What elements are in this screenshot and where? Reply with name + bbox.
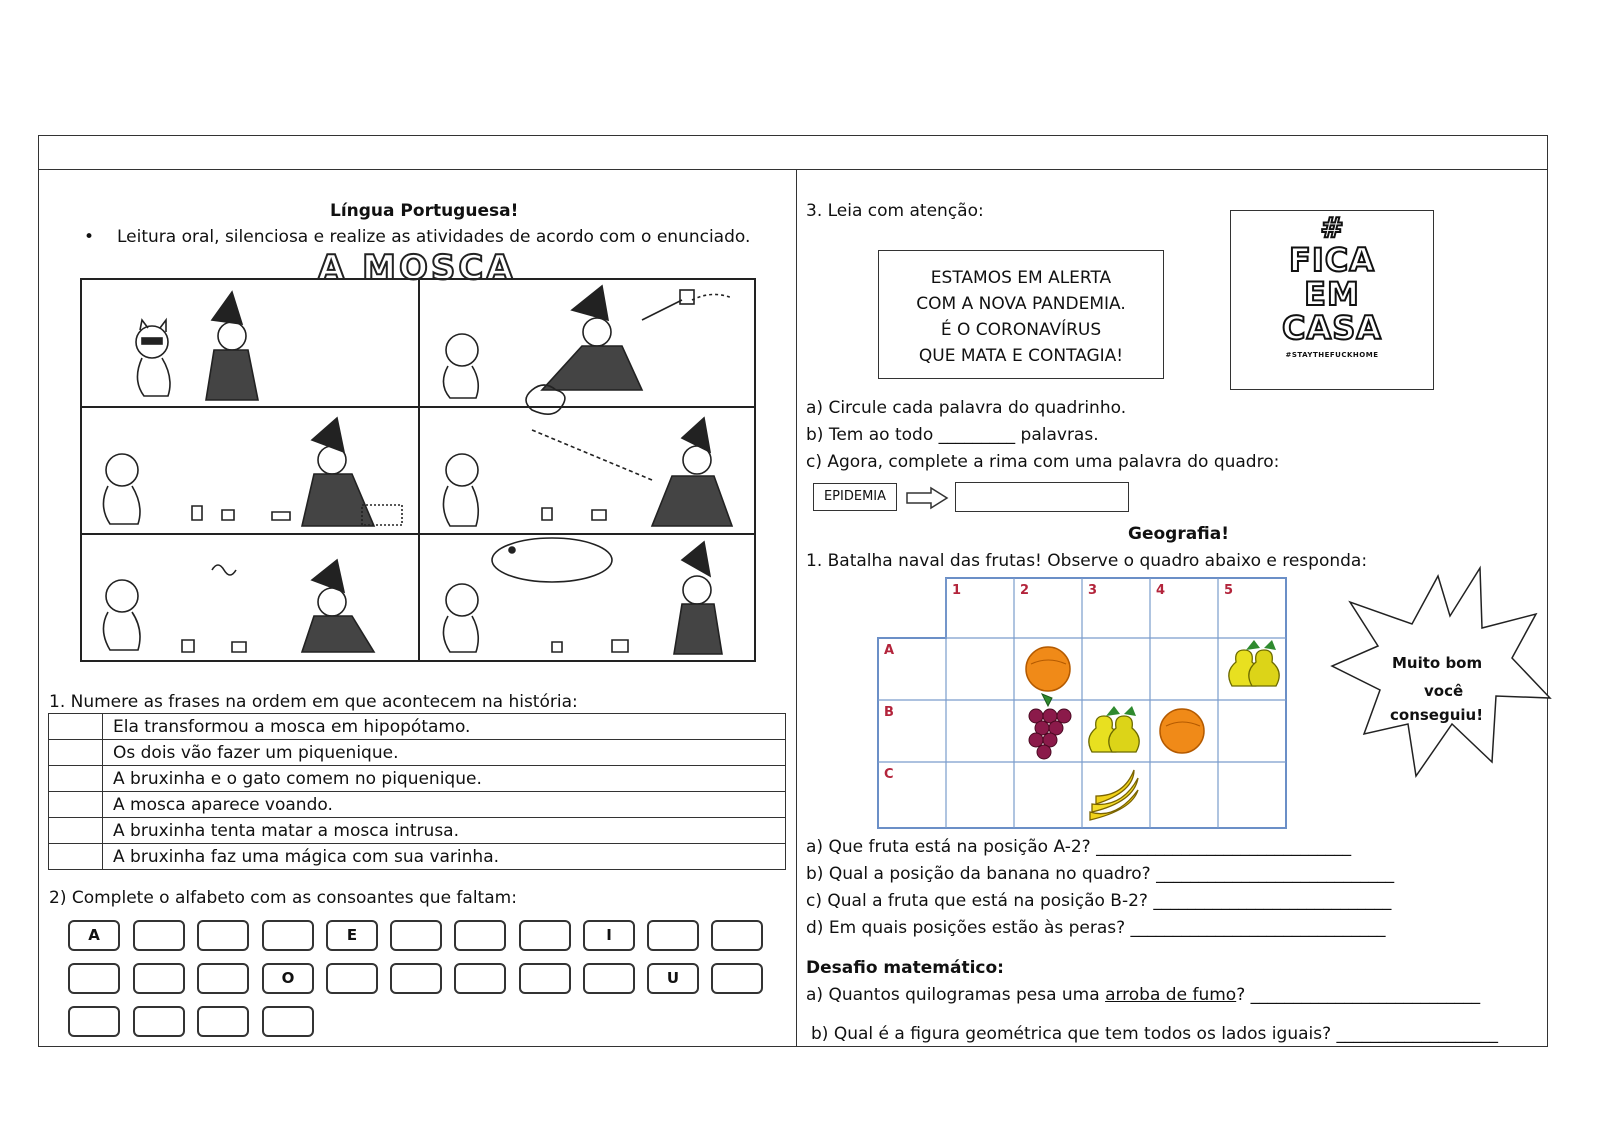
geografia-q-a: a) Que fruta está na posição A-2? ______________________________ <box>806 837 1352 857</box>
letter-box[interactable] <box>68 963 120 994</box>
letter-box[interactable] <box>711 963 763 994</box>
letter-box[interactable] <box>262 920 314 951</box>
grid-svg <box>876 576 1288 830</box>
header-divider <box>39 169 1547 170</box>
alert-line: COM A NOVA PANDEMIA. <box>916 294 1126 314</box>
grid-row-label: A <box>884 643 895 658</box>
alert-poem-box <box>878 250 1164 379</box>
letter-box: I <box>583 920 635 951</box>
letter-box[interactable] <box>68 1006 120 1037</box>
grid-column-label: 5 <box>1224 583 1234 598</box>
grid-row-label: C <box>884 767 894 782</box>
letter-box: A <box>68 920 120 951</box>
letter-box: U <box>647 963 699 994</box>
pears-icon <box>1089 706 1139 752</box>
poster-tagline: #STAYTHEFUCKHOME <box>1285 351 1379 359</box>
rhyme-answer-box[interactable] <box>955 482 1129 512</box>
table-row <box>49 740 786 766</box>
grid-column-label: 4 <box>1156 583 1166 598</box>
cat-figure <box>136 320 170 396</box>
letter-box[interactable] <box>390 963 442 994</box>
geografia-prompt: 1. Batalha naval das frutas! Observe o quadro abaixo e responda: <box>806 551 1368 571</box>
poster-line: CASA <box>1281 309 1383 347</box>
sentence-cell: A bruxinha tenta matar a mosca intrusa. <box>103 818 786 844</box>
alert-line: É O CORONAVÍRUS <box>940 320 1102 340</box>
letter-box[interactable] <box>454 920 506 951</box>
hashtag-icon: # <box>1320 211 1344 244</box>
letter-box[interactable] <box>647 920 699 951</box>
letter-box[interactable] <box>454 963 506 994</box>
comic-illustrations <box>82 280 754 660</box>
rhyme-word-box: EPIDEMIA <box>813 483 897 511</box>
desafio-q-a-text: a) Quantos quilogramas pesa uma <box>806 985 1106 1005</box>
letter-box[interactable] <box>197 920 249 951</box>
number-cell[interactable] <box>49 766 103 792</box>
geografia-title: Geografia! <box>1128 524 1230 544</box>
letter-box[interactable] <box>197 1006 249 1037</box>
letter-box[interactable] <box>711 920 763 951</box>
witch-figure <box>206 292 258 400</box>
number-cell[interactable] <box>49 740 103 766</box>
starburst-badge <box>1328 566 1552 780</box>
geografia-q-c: c) Qual a fruta que está na posição B-2? ____________________________ <box>806 891 1392 911</box>
banana-icon <box>1090 770 1138 820</box>
fica-em-casa-poster <box>1230 210 1434 390</box>
letter-box[interactable] <box>583 963 635 994</box>
portugues-title: Língua Portuguesa! <box>330 201 519 221</box>
order-table <box>48 713 786 870</box>
desafio-q-a <box>806 985 1480 1005</box>
geografia-q-d: d) Em quais posições estão às peras? ______________________________ <box>806 918 1386 938</box>
sentence-cell: Ela transformou a mosca em hipopótamo. <box>103 714 786 740</box>
desafio-title: Desafio matemático: <box>806 958 1004 978</box>
fruit-battleship-grid <box>876 576 1288 830</box>
grid-column-label: 3 <box>1088 583 1098 598</box>
q3-item-b: b) Tem ao todo _________ palavras. <box>806 425 1099 445</box>
letter-box: O <box>262 963 314 994</box>
starburst-line: você <box>1424 682 1464 700</box>
orange-icon <box>1160 709 1204 753</box>
grapes-icon <box>1029 694 1071 759</box>
alert-line: QUE MATA E CONTAGIA! <box>918 346 1124 366</box>
desafio-q-a-term: arroba de fumo <box>1105 985 1237 1005</box>
sentence-cell: A bruxinha e o gato comem no piquenique. <box>103 766 786 792</box>
orange-icon <box>1026 647 1070 691</box>
comic-strip <box>80 278 756 662</box>
letter-box[interactable] <box>133 920 185 951</box>
desafio-q-b: b) Qual é a figura geométrica que tem todos os lados iguais? ___________________ <box>811 1024 1499 1044</box>
q3-read-prompt: 3. Leia com atenção: <box>806 201 984 221</box>
sentence-cell: A mosca aparece voando. <box>103 792 786 818</box>
letter-box[interactable] <box>390 920 442 951</box>
portugues-instruction: Leitura oral, silenciosa e realize as atividades de acordo com o enunciado. <box>117 227 751 247</box>
number-cell[interactable] <box>49 844 103 870</box>
letter-box[interactable] <box>519 963 571 994</box>
sentence-cell: Os dois vão fazer um piquenique. <box>103 740 786 766</box>
number-cell[interactable] <box>49 818 103 844</box>
grid-row-label: B <box>884 705 894 720</box>
comic-title: A MOSCA <box>318 248 516 288</box>
desafio-q-a-blank: ? ___________________________ <box>1236 985 1481 1005</box>
geografia-q-b: b) Qual a posição da banana no quadro? ____________________________ <box>806 864 1395 884</box>
starburst-clip <box>1390 706 1490 724</box>
starburst-line: conseguiu! <box>1390 706 1484 724</box>
letter-box: E <box>326 920 378 951</box>
q1-order-prompt: 1. Numere as frases na ordem em que acontecem na história: <box>49 692 578 712</box>
letter-box[interactable] <box>133 1006 185 1037</box>
table-row <box>49 818 786 844</box>
letter-box[interactable] <box>262 1006 314 1037</box>
q3-item-a: a) Circule cada palavra do quadrinho. <box>806 398 1127 418</box>
grid-column-label: 1 <box>952 583 962 598</box>
poster-line: FICA <box>1288 241 1375 279</box>
table-row <box>49 844 786 870</box>
table-row <box>49 714 786 740</box>
table-row <box>49 766 786 792</box>
table-row <box>49 792 786 818</box>
grid-column-label: 2 <box>1020 583 1030 598</box>
sentence-cell: A bruxinha faz uma mágica com sua varinha. <box>103 844 786 870</box>
letter-box[interactable] <box>133 963 185 994</box>
column-divider <box>796 169 797 1046</box>
q2-alphabet-prompt: 2) Complete o alfabeto com as consoantes que faltam: <box>49 888 517 908</box>
alert-line: ESTAMOS EM ALERTA <box>930 268 1112 288</box>
number-cell[interactable] <box>49 792 103 818</box>
letter-box[interactable] <box>197 963 249 994</box>
letter-box[interactable] <box>326 963 378 994</box>
starburst-line: Muito bom <box>1392 654 1483 672</box>
bullet-dot: • <box>84 227 95 247</box>
number-cell[interactable] <box>49 714 103 740</box>
poster-line: EM <box>1304 275 1360 313</box>
pears-icon <box>1229 640 1279 686</box>
q3-item-c: c) Agora, complete a rima com uma palavra do quadro: <box>806 452 1280 472</box>
letter-box[interactable] <box>519 920 571 951</box>
arrow-right-icon <box>905 486 949 510</box>
